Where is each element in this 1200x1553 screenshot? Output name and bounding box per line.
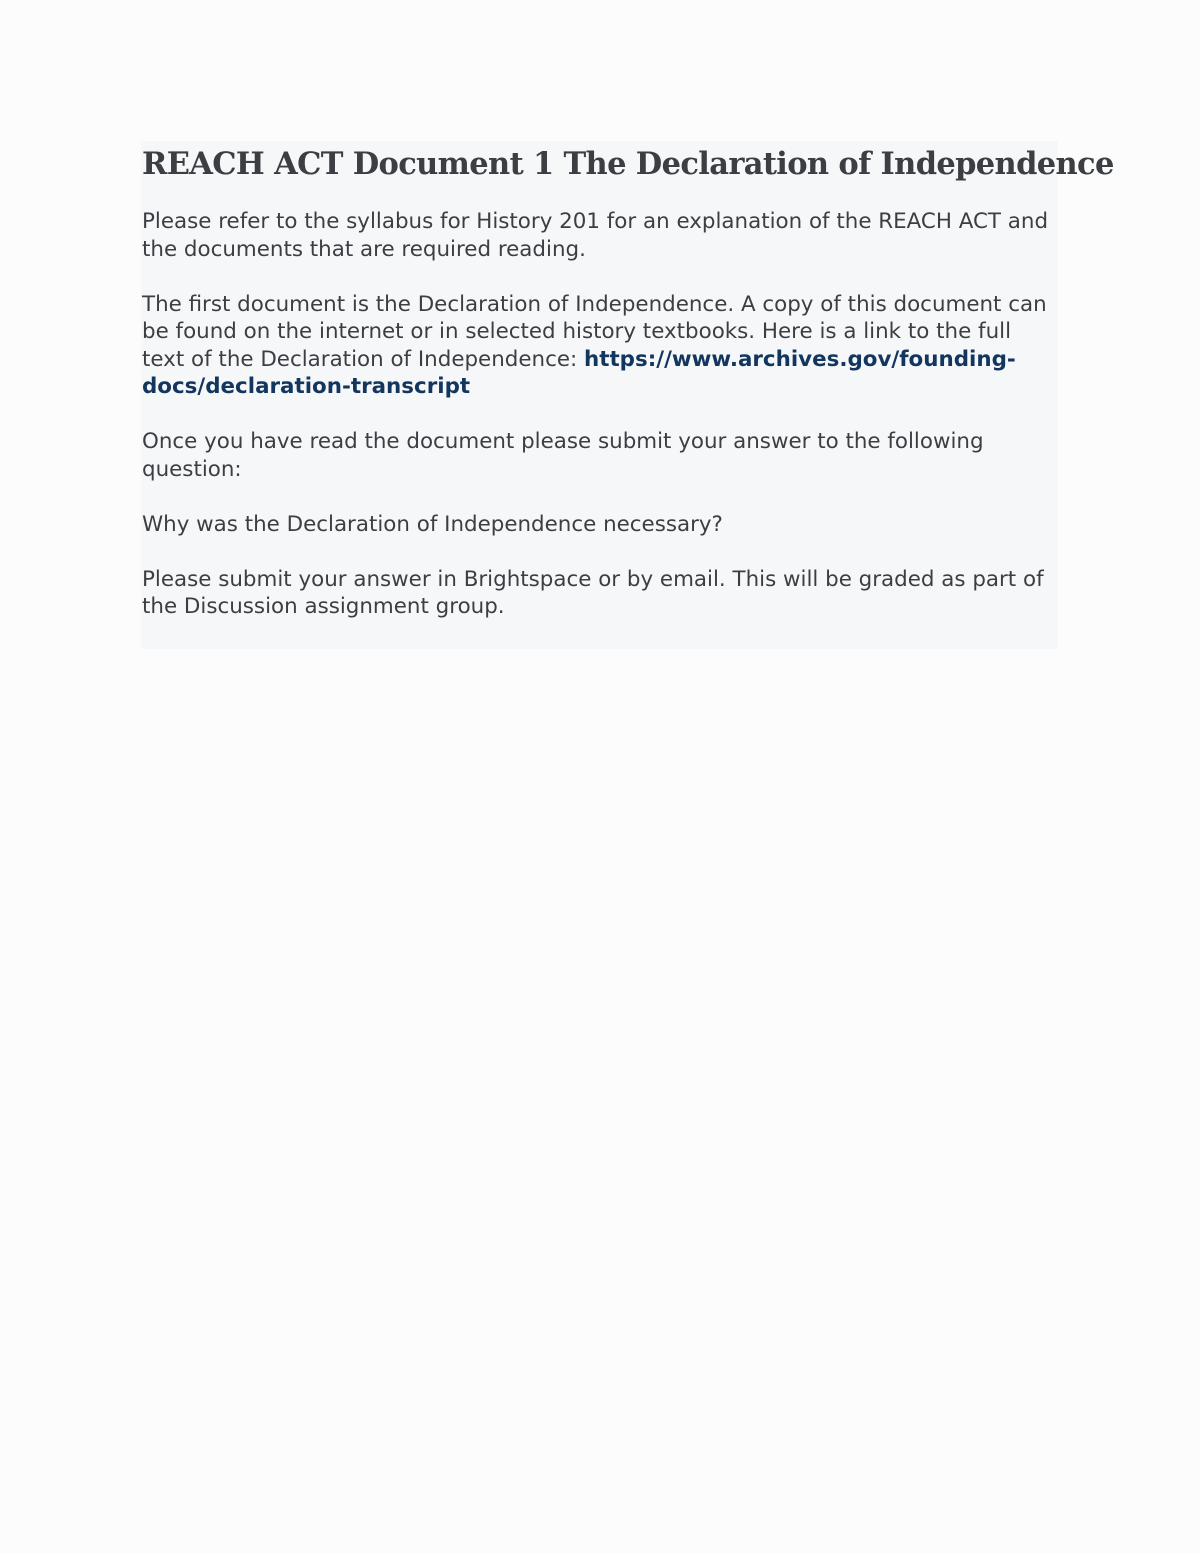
document-content [141, 141, 1114, 649]
document-title: REACH ACT Document 1 The Declaration of Independence [142, 146, 1114, 182]
declaration-paragraph-text: The first document is the Declaration of Independence. A copy of this document can be found on the internet or in selected history textbooks. Here is a link to the full text of the Declaration of Independence: [142, 291, 1047, 372]
declaration-paragraph [142, 291, 1056, 401]
declaration-transcript-link[interactable]: https://www.archives.gov/founding-docs/declaration-transcript [142, 346, 1016, 399]
intro-paragraph: Please refer to the syllabus for History 201 for an explanation of the REACH ACT and the documents that are required reading. [142, 209, 1049, 262]
submission-paragraph: Please submit your answer in Brightspace or by email. This will be graded as part of the Discussion assignment group. [142, 566, 1044, 619]
instruction-paragraph: Once you have read the document please submit your answer to the following question: [142, 429, 984, 482]
question-paragraph: Why was the Declaration of Independence necessary? [142, 511, 723, 537]
